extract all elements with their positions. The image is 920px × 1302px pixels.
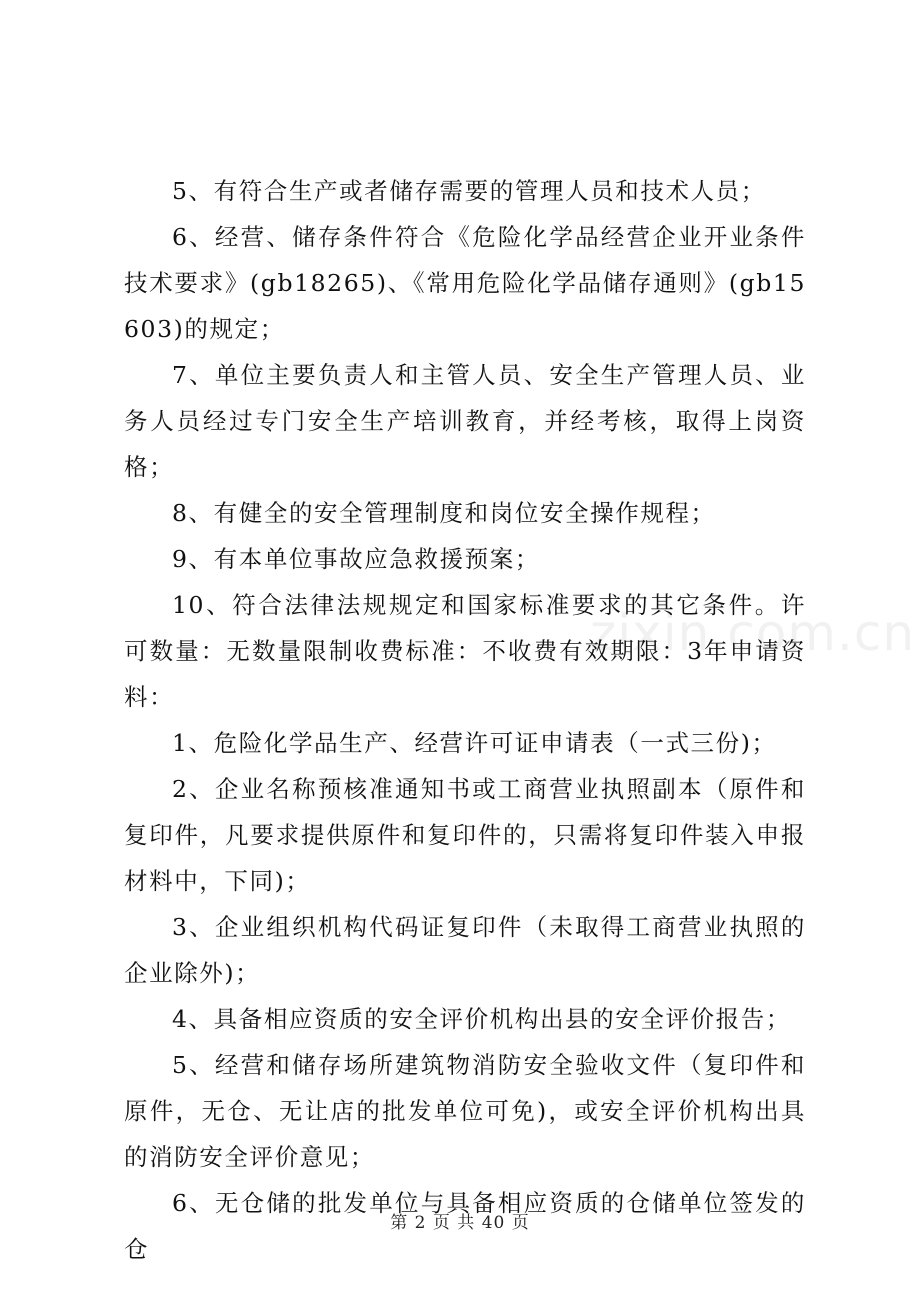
paragraph: 6、无仓储的批发单位与具备相应资质的仓储单位签发的仓 bbox=[124, 1189, 806, 1263]
paragraph: 5、经营和储存场所建筑物消防安全验收文件（复印件和原件，无仓、无让店的批发单位可免)，或安全评价机构出具的消防安全评价意见； bbox=[124, 1051, 806, 1171]
paragraph: 8、有健全的安全管理制度和岗位安全操作规程； bbox=[172, 499, 716, 527]
document-body bbox=[124, 168, 806, 1272]
paragraph: 10、符合法律法规规定和国家标准要求的其它条件。许可数量：无数量限制收费标准：不收费有效期限：3年申请资料： bbox=[124, 591, 806, 711]
paragraph: 5、有符合生产或者储存需要的管理人员和技术人员； bbox=[172, 177, 766, 205]
paragraph: 7、单位主要负责人和主管人员、安全生产管理人员、业务人员经过专门安全生产培训教育，并经考核，取得上岗资格； bbox=[124, 361, 806, 481]
page-footer: 第 2 页 共 40 页 bbox=[390, 1213, 530, 1233]
paragraph: 9、有本单位事故应急救援预案； bbox=[172, 545, 540, 573]
paragraph: 3、企业组织机构代码证复印件（未取得工商营业执照的企业除外)； bbox=[124, 913, 806, 987]
watermark: zixin.com.cn bbox=[590, 604, 916, 662]
paragraph: 2、企业名称预核准通知书或工商营业执照副本（原件和复印件，凡要求提供原件和复印件的，只需将复印件装入申报材料中，下同)； bbox=[124, 775, 806, 895]
paragraph: 6、经营、储存条件符合《危险化学品经营企业开业条件技术要求》(gb18265)、《常用危险化学品储存通则》(gb15603)的规定； bbox=[124, 223, 806, 343]
paragraph: 4、具备相应资质的安全评价机构出县的安全评价报告； bbox=[172, 1005, 791, 1033]
paragraph: 1、危险化学品生产、经营许可证申请表（一式三份)； bbox=[172, 729, 777, 757]
